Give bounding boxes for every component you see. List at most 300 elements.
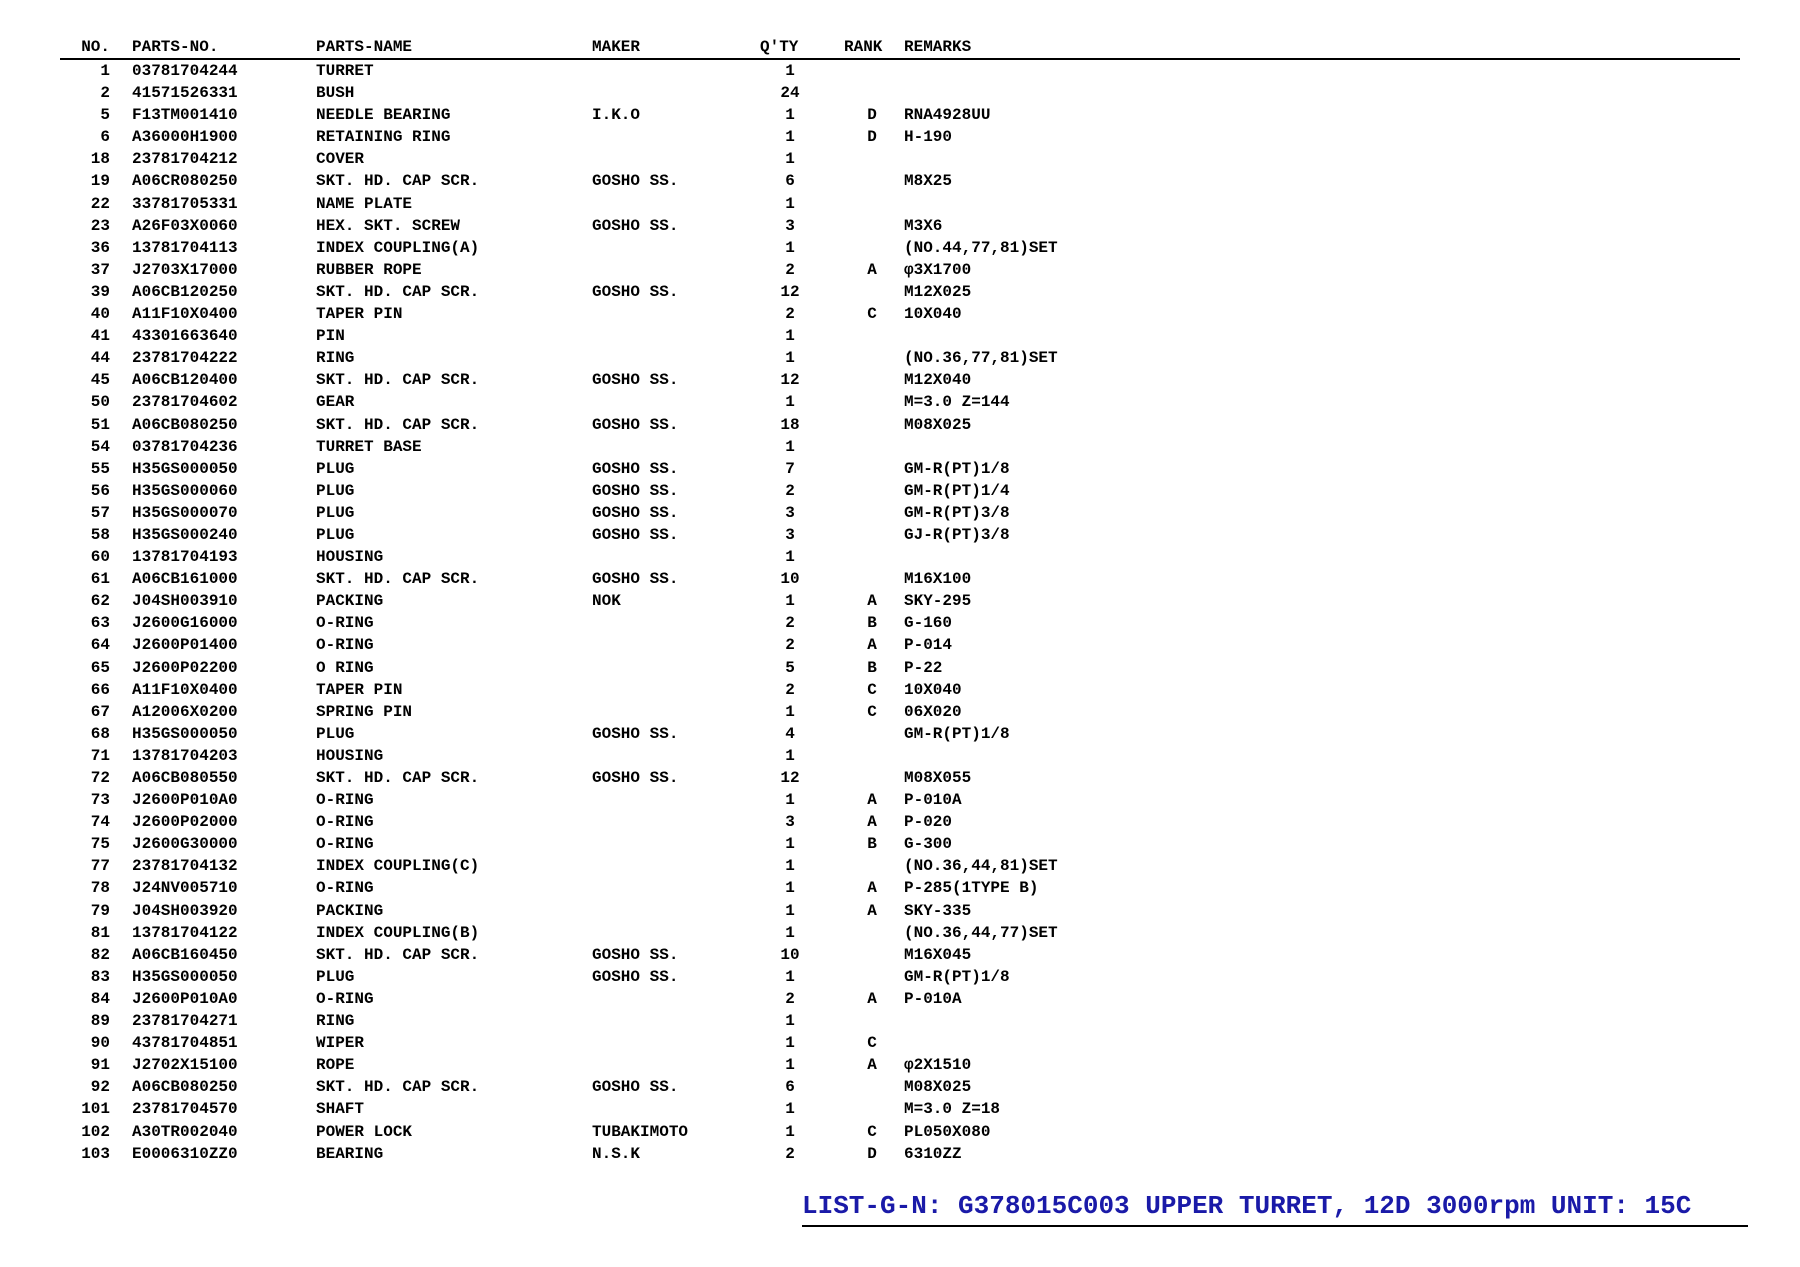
- row-parts-no: 03781704236: [132, 437, 238, 456]
- row-remarks: φ3X1700: [904, 260, 972, 279]
- row-maker: GOSHO SS.: [592, 503, 679, 522]
- row-no: 23: [90, 216, 110, 235]
- row-parts-no: A30TR002040: [132, 1122, 238, 1141]
- row-parts-name: RING: [316, 1012, 355, 1031]
- row-parts-no: 13781704113: [132, 238, 238, 257]
- row-parts-no: A06CB120250: [132, 282, 238, 301]
- row-rank: A: [867, 879, 877, 898]
- row-qty: 1: [785, 150, 795, 169]
- row-maker: GOSHO SS.: [592, 481, 679, 500]
- table-row: [60, 524, 1740, 546]
- row-maker: GOSHO SS.: [592, 282, 679, 301]
- table-row: [60, 900, 1740, 922]
- row-no: 62: [90, 592, 110, 611]
- table-row: [60, 612, 1740, 634]
- row-qty: 1: [785, 702, 795, 721]
- table-row: [60, 811, 1740, 833]
- row-parts-name: O RING: [316, 658, 374, 677]
- table-row: [60, 391, 1740, 413]
- row-remarks: SKY-335: [904, 901, 972, 920]
- row-qty: 1: [785, 879, 795, 898]
- row-qty: 2: [785, 680, 795, 699]
- row-no: 83: [90, 967, 110, 986]
- row-rank: A: [867, 592, 877, 611]
- row-no: 6: [100, 128, 110, 147]
- row-parts-no: H35GS000050: [132, 724, 238, 743]
- row-parts-name: O-RING: [316, 879, 374, 898]
- row-parts-name: O-RING: [316, 989, 374, 1008]
- row-parts-no: A12006X0200: [132, 702, 238, 721]
- table-row: [60, 60, 1740, 82]
- row-maker: GOSHO SS.: [592, 525, 679, 544]
- row-qty: 1: [785, 835, 795, 854]
- row-no: 37: [90, 260, 110, 279]
- row-no: 79: [90, 901, 110, 920]
- row-parts-name: BUSH: [316, 84, 355, 103]
- row-qty: 3: [785, 525, 795, 544]
- row-remarks: M12X025: [904, 282, 972, 301]
- row-qty: 1: [785, 349, 795, 368]
- row-remarks: M=3.0 Z=18: [904, 1100, 1001, 1119]
- table-row: [60, 436, 1740, 458]
- row-parts-no: 13781704203: [132, 746, 238, 765]
- row-parts-no: J2600P010A0: [132, 791, 238, 810]
- table-row: [60, 988, 1740, 1010]
- row-remarks: P-014: [904, 636, 953, 655]
- row-parts-no: A06CB080550: [132, 769, 238, 787]
- row-parts-name: SKT. HD. CAP SCR.: [316, 945, 480, 964]
- row-remarks: M16X045: [904, 945, 972, 964]
- table-row: [60, 259, 1740, 281]
- row-parts-name: ROPE: [316, 1056, 355, 1075]
- row-parts-name: O-RING: [316, 791, 374, 810]
- row-parts-name: WIPER: [316, 1034, 365, 1053]
- table-body: [60, 60, 1740, 1165]
- row-parts-name: HOUSING: [316, 746, 384, 765]
- row-no: 101: [81, 1100, 110, 1119]
- row-no: 102: [81, 1122, 110, 1141]
- row-parts-no: A06CB120400: [132, 371, 238, 390]
- table-header: [60, 36, 1740, 60]
- row-no: 68: [90, 724, 110, 743]
- row-parts-name: NAME PLATE: [316, 194, 413, 213]
- row-no: 71: [90, 746, 110, 765]
- row-qty: 2: [785, 636, 795, 655]
- table-row: [60, 215, 1740, 237]
- row-parts-no: J2702X15100: [132, 1056, 238, 1075]
- row-parts-no: J04SH003910: [132, 592, 238, 611]
- row-qty: 10: [780, 570, 800, 589]
- row-no: 75: [90, 835, 110, 854]
- row-remarks: GJ-R(PT)3/8: [904, 525, 1010, 544]
- row-remarks: M=3.0 Z=144: [904, 393, 1010, 412]
- row-parts-name: PLUG: [316, 503, 355, 522]
- row-maker: GOSHO SS.: [592, 459, 679, 478]
- table-row: [60, 1121, 1740, 1143]
- row-qty: 5: [785, 658, 795, 677]
- row-remarks: 10X040: [904, 680, 962, 699]
- row-qty: 1: [785, 901, 795, 920]
- row-parts-no: J2600P02000: [132, 813, 238, 832]
- row-no: 54: [90, 437, 110, 456]
- row-no: 84: [90, 989, 110, 1008]
- row-parts-name: PLUG: [316, 459, 355, 478]
- row-remarks: 6310ZZ: [904, 1144, 962, 1163]
- row-parts-no: F13TM001410: [132, 106, 238, 125]
- row-parts-no: H35GS000070: [132, 503, 238, 522]
- row-qty: 1: [785, 1100, 795, 1119]
- row-parts-no: 23781704570: [132, 1100, 238, 1119]
- row-maker: N.S.K: [592, 1144, 641, 1163]
- row-qty: 1: [785, 791, 795, 810]
- header-maker: MAKER: [592, 38, 641, 56]
- row-rank: C: [867, 702, 877, 721]
- row-no: 73: [90, 791, 110, 810]
- row-parts-no: J2600P01400: [132, 636, 238, 655]
- row-qty: 1: [785, 106, 795, 125]
- row-parts-name: SKT. HD. CAP SCR.: [316, 415, 480, 434]
- table-row: [60, 170, 1740, 192]
- table-row: [60, 148, 1740, 170]
- row-parts-no: E0006310ZZ0: [132, 1144, 238, 1163]
- row-rank: C: [867, 1122, 877, 1141]
- row-remarks: GM-R(PT)1/8: [904, 724, 1010, 743]
- row-parts-name: TAPER PIN: [316, 305, 403, 324]
- row-remarks: (NO.44,77,81)SET: [904, 238, 1058, 257]
- row-no: 66: [90, 680, 110, 699]
- row-qty: 1: [785, 327, 795, 346]
- row-qty: 3: [785, 216, 795, 235]
- row-remarks: P-020: [904, 813, 953, 832]
- table-row: [60, 922, 1740, 944]
- row-qty: 1: [785, 967, 795, 986]
- header-no: NO.: [81, 38, 110, 56]
- row-qty: 1: [785, 393, 795, 412]
- parts-list-table: [60, 36, 1740, 1165]
- row-rank: A: [867, 989, 877, 1008]
- row-remarks: 06X020: [904, 702, 962, 721]
- row-rank: A: [867, 260, 877, 279]
- row-parts-no: J04SH003920: [132, 901, 238, 920]
- table-row: [60, 1076, 1740, 1098]
- row-qty: 12: [780, 371, 800, 390]
- row-qty: 1: [785, 746, 795, 765]
- row-remarks: P-22: [904, 658, 943, 677]
- row-parts-no: J2600G16000: [132, 614, 238, 633]
- row-no: 45: [90, 371, 110, 390]
- row-maker: GOSHO SS.: [592, 172, 679, 191]
- row-parts-name: RING: [316, 349, 355, 368]
- row-qty: 4: [785, 724, 795, 743]
- table-row: [60, 347, 1740, 369]
- row-rank: A: [867, 636, 877, 655]
- row-maker: I.K.O: [592, 106, 641, 125]
- row-parts-no: J2600P010A0: [132, 989, 238, 1008]
- row-parts-name: PLUG: [316, 481, 355, 500]
- table-row: [60, 590, 1740, 612]
- row-maker: GOSHO SS.: [592, 570, 679, 589]
- row-qty: 10: [780, 945, 800, 964]
- row-no: 5: [100, 106, 110, 125]
- row-parts-name: O-RING: [316, 614, 374, 633]
- row-no: 77: [90, 857, 110, 876]
- row-parts-name: HOUSING: [316, 548, 384, 567]
- row-no: 103: [81, 1144, 110, 1163]
- row-remarks: φ2X1510: [904, 1056, 972, 1075]
- row-parts-name: PACKING: [316, 592, 384, 611]
- table-row: [60, 1054, 1740, 1076]
- row-parts-name: COVER: [316, 150, 365, 169]
- row-parts-no: A11F10X0400: [132, 305, 238, 324]
- row-remarks: H-190: [904, 128, 953, 147]
- row-no: 92: [90, 1078, 110, 1097]
- row-parts-no: H35GS000060: [132, 481, 238, 500]
- row-parts-name: SKT. HD. CAP SCR.: [316, 172, 480, 191]
- table-row: [60, 1143, 1740, 1165]
- table-row: [60, 944, 1740, 966]
- row-parts-name: BEARING: [316, 1144, 384, 1163]
- table-row: [60, 568, 1740, 590]
- header-rank: RANK: [844, 38, 883, 56]
- table-row: [60, 877, 1740, 899]
- row-parts-no: 03781704244: [132, 62, 238, 80]
- row-no: 40: [90, 305, 110, 324]
- row-remarks: P-010A: [904, 989, 962, 1008]
- row-parts-no: J2703X17000: [132, 260, 238, 279]
- row-remarks: M12X040: [904, 371, 972, 390]
- row-remarks: GM-R(PT)1/8: [904, 967, 1010, 986]
- row-parts-name: HEX. SKT. SCREW: [316, 216, 461, 235]
- row-no: 67: [90, 702, 110, 721]
- row-parts-name: O-RING: [316, 813, 374, 832]
- row-qty: 2: [785, 305, 795, 324]
- row-qty: 18: [780, 415, 800, 434]
- table-row: [60, 723, 1740, 745]
- row-parts-no: A26F03X0060: [132, 216, 238, 235]
- row-no: 22: [90, 194, 110, 213]
- row-rank: A: [867, 791, 877, 810]
- table-row: [60, 325, 1740, 347]
- row-parts-name: PLUG: [316, 967, 355, 986]
- table-row: [60, 458, 1740, 480]
- row-remarks: (NO.36,77,81)SET: [904, 349, 1058, 368]
- row-no: 60: [90, 548, 110, 567]
- row-no: 78: [90, 879, 110, 898]
- table-row: [60, 303, 1740, 325]
- row-maker: GOSHO SS.: [592, 415, 679, 434]
- row-qty: 2: [785, 481, 795, 500]
- row-remarks: (NO.36,44,77)SET: [904, 923, 1058, 942]
- row-remarks: (NO.36,44,81)SET: [904, 857, 1058, 876]
- row-no: 19: [90, 172, 110, 191]
- row-parts-no: A06CB080250: [132, 415, 238, 434]
- row-parts-name: INDEX COUPLING(A): [316, 238, 480, 257]
- table-row: [60, 369, 1740, 391]
- row-parts-no: A36000H1900: [132, 128, 238, 147]
- row-maker: TUBAKIMOTO: [592, 1122, 689, 1141]
- row-no: 2: [100, 84, 110, 103]
- row-parts-no: J2600P02200: [132, 658, 238, 677]
- table-row: [60, 789, 1740, 811]
- table-row: [60, 767, 1740, 789]
- row-parts-name: O-RING: [316, 835, 374, 854]
- row-parts-name: INDEX COUPLING(C): [316, 857, 480, 876]
- row-remarks: M3X6: [904, 216, 943, 235]
- row-no: 81: [90, 923, 110, 942]
- row-rank: D: [867, 128, 877, 147]
- row-qty: 12: [780, 769, 800, 787]
- row-remarks: M08X025: [904, 415, 972, 434]
- table-row: [60, 679, 1740, 701]
- row-no: 74: [90, 813, 110, 832]
- row-rank: B: [867, 835, 877, 854]
- row-remarks: M08X025: [904, 1078, 972, 1097]
- row-rank: A: [867, 1056, 877, 1075]
- row-rank: B: [867, 614, 877, 633]
- table-row: [60, 414, 1740, 436]
- row-parts-name: TURRET BASE: [316, 437, 422, 456]
- table-row: [60, 855, 1740, 877]
- row-no: 91: [90, 1056, 110, 1075]
- row-parts-no: H35GS000050: [132, 967, 238, 986]
- row-remarks: P-285(1TYPE B): [904, 879, 1039, 898]
- row-no: 56: [90, 481, 110, 500]
- row-remarks: SKY-295: [904, 592, 972, 611]
- header-parts-name: PARTS-NAME: [316, 38, 413, 56]
- row-qty: 2: [785, 614, 795, 633]
- row-qty: 1: [785, 857, 795, 876]
- row-no: 89: [90, 1012, 110, 1031]
- row-no: 58: [90, 525, 110, 544]
- table-row: [60, 502, 1740, 524]
- row-parts-no: A06CB080250: [132, 1078, 238, 1097]
- row-remarks: G-300: [904, 835, 953, 854]
- row-remarks: PL050X080: [904, 1122, 991, 1141]
- row-no: 36: [90, 238, 110, 257]
- row-parts-no: A11F10X0400: [132, 680, 238, 699]
- table-row: [60, 634, 1740, 656]
- row-parts-no: 33781705331: [132, 194, 238, 213]
- row-remarks: P-010A: [904, 791, 962, 810]
- header-remarks: REMARKS: [904, 38, 972, 56]
- row-no: 61: [90, 570, 110, 589]
- row-no: 18: [90, 150, 110, 169]
- row-parts-name: SKT. HD. CAP SCR.: [316, 570, 480, 589]
- table-row: [60, 82, 1740, 104]
- row-maker: GOSHO SS.: [592, 967, 679, 986]
- row-qty: 1: [785, 1056, 795, 1075]
- row-parts-no: 23781704271: [132, 1012, 238, 1031]
- row-qty: 12: [780, 282, 800, 301]
- row-maker: GOSHO SS.: [592, 724, 679, 743]
- row-parts-name: PLUG: [316, 724, 355, 743]
- row-parts-name: INDEX COUPLING(B): [316, 923, 480, 942]
- row-remarks: M16X100: [904, 570, 972, 589]
- row-remarks: 10X040: [904, 305, 962, 324]
- table-row: [60, 966, 1740, 988]
- row-parts-name: NEEDLE BEARING: [316, 106, 451, 125]
- row-parts-no: 23781704222: [132, 349, 238, 368]
- row-remarks: M8X25: [904, 172, 953, 191]
- row-no: 51: [90, 415, 110, 434]
- row-no: 44: [90, 349, 110, 368]
- table-row: [60, 1032, 1740, 1054]
- row-maker: GOSHO SS.: [592, 216, 679, 235]
- row-parts-no: 43781704851: [132, 1034, 238, 1053]
- row-maker: GOSHO SS.: [592, 1078, 679, 1097]
- header-qty: Q'TY: [760, 38, 799, 56]
- row-no: 90: [90, 1034, 110, 1053]
- row-parts-no: H35GS000240: [132, 525, 238, 544]
- row-parts-name: SKT. HD. CAP SCR.: [316, 769, 480, 787]
- row-parts-no: H35GS000050: [132, 459, 238, 478]
- row-remarks: GM-R(PT)3/8: [904, 503, 1010, 522]
- row-parts-name: O-RING: [316, 636, 374, 655]
- row-qty: 2: [785, 989, 795, 1008]
- row-no: 64: [90, 636, 110, 655]
- row-parts-name: SKT. HD. CAP SCR.: [316, 1078, 480, 1097]
- row-qty: 3: [785, 503, 795, 522]
- row-parts-name: SKT. HD. CAP SCR.: [316, 371, 480, 390]
- row-parts-no: J24NV005710: [132, 879, 238, 898]
- row-qty: 2: [785, 1144, 795, 1163]
- row-no: 65: [90, 658, 110, 677]
- table-row: [60, 281, 1740, 303]
- header-parts-no: PARTS-NO.: [132, 38, 219, 56]
- row-no: 55: [90, 459, 110, 478]
- row-qty: 1: [785, 1122, 795, 1141]
- row-qty: 1: [785, 1012, 795, 1031]
- table-row: [60, 1098, 1740, 1120]
- row-qty: 1: [785, 62, 795, 80]
- row-qty: 1: [785, 1034, 795, 1053]
- row-remarks: RNA4928UU: [904, 106, 991, 125]
- row-qty: 7: [785, 459, 795, 478]
- row-rank: D: [867, 106, 877, 125]
- row-parts-name: PIN: [316, 327, 345, 346]
- row-maker: GOSHO SS.: [592, 371, 679, 390]
- table-row: [60, 546, 1740, 568]
- row-remarks: GM-R(PT)1/8: [904, 459, 1010, 478]
- row-no: 82: [90, 945, 110, 964]
- row-parts-name: TURRET: [316, 62, 374, 80]
- row-parts-name: GEAR: [316, 393, 355, 412]
- table-row: [60, 745, 1740, 767]
- row-rank: B: [867, 658, 877, 677]
- row-qty: 1: [785, 194, 795, 213]
- row-no: 1: [100, 62, 110, 80]
- row-parts-name: RUBBER ROPE: [316, 260, 422, 279]
- row-rank: A: [867, 813, 877, 832]
- row-qty: 1: [785, 238, 795, 257]
- list-title: LIST-G-N: G378015C003 UPPER TURRET, 12D 3000rpm UNIT: 15C: [802, 1189, 1748, 1227]
- row-parts-no: J2600G30000: [132, 835, 238, 854]
- row-rank: A: [867, 901, 877, 920]
- table-row: [60, 237, 1740, 259]
- row-parts-name: PLUG: [316, 525, 355, 544]
- row-parts-no: A06CB161000: [132, 570, 238, 589]
- row-qty: 1: [785, 437, 795, 456]
- row-parts-name: POWER LOCK: [316, 1122, 413, 1141]
- row-parts-name: PACKING: [316, 901, 384, 920]
- row-rank: D: [867, 1144, 877, 1163]
- row-parts-name: SKT. HD. CAP SCR.: [316, 282, 480, 301]
- row-maker: NOK: [592, 592, 621, 611]
- row-qty: 3: [785, 813, 795, 832]
- row-parts-no: 13781704122: [132, 923, 238, 942]
- table-row: [60, 126, 1740, 148]
- row-parts-name: RETAINING RING: [316, 128, 451, 147]
